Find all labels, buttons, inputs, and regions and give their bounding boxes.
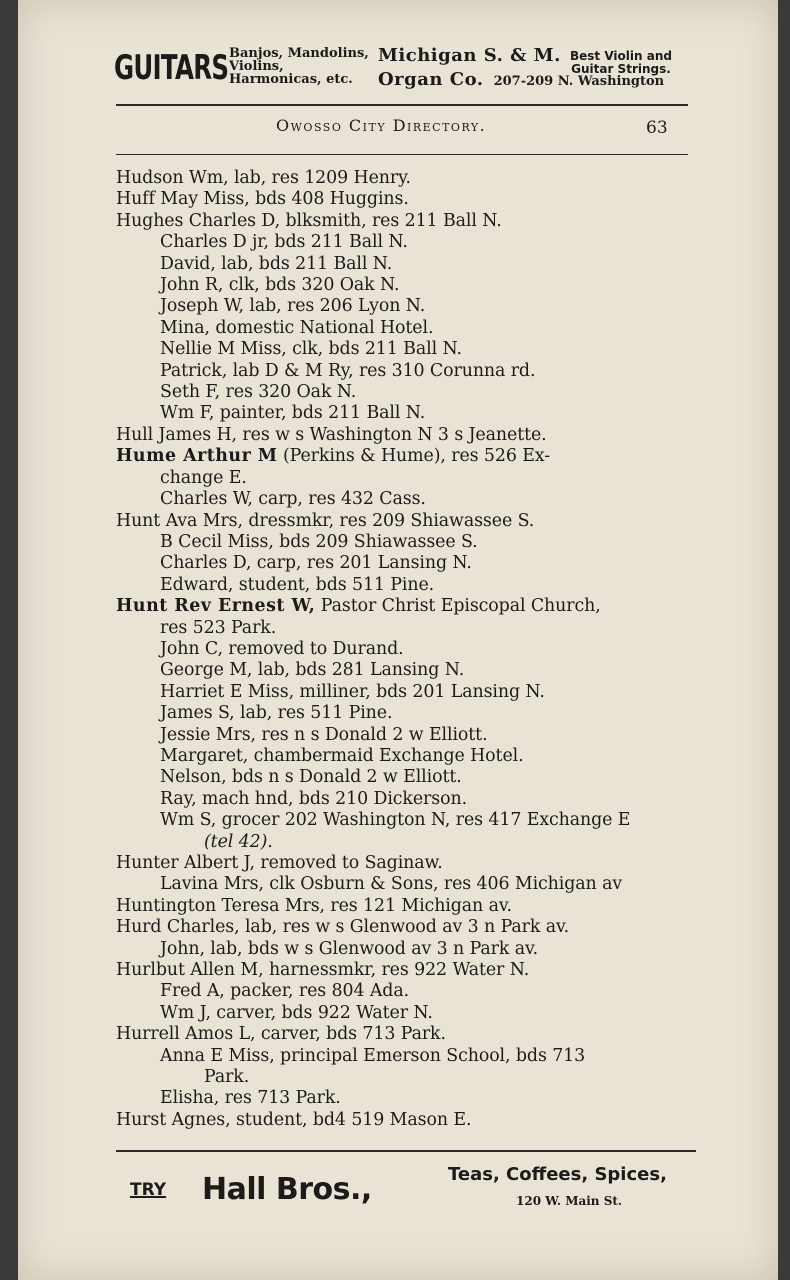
directory-entry [116, 1046, 706, 1067]
header-rule [116, 104, 688, 106]
entry-text: res 523 Park. [160, 617, 277, 638]
directory-entry [116, 703, 706, 724]
directory-page [18, 0, 778, 1280]
entry-text: John, lab, bds w s Glenwood av 3 n Park av. [160, 938, 539, 959]
directory-entry [116, 211, 706, 232]
entry-text: (tel 42). [204, 831, 273, 852]
directory-entry [116, 896, 706, 917]
directory-entry [116, 1067, 706, 1088]
entry-text: (Perkins & Hume), res 526 Ex- [277, 446, 550, 467]
directory-entry [116, 232, 706, 253]
instrument-line: Banjos, Mandolins, [229, 46, 369, 61]
directory-entry [116, 189, 706, 210]
entry-text: Charles D jr, bds 211 Ball N. [160, 232, 408, 253]
directory-entry [116, 254, 706, 275]
entry-text: Anna E Miss, principal Emerson School, bds 713 [160, 1045, 586, 1066]
violin-line: Guitar Strings. [571, 62, 671, 76]
entry-text: Hurrell Amos L, carver, bds 713 Park. [116, 1024, 446, 1045]
entry-text: John C, removed to Durand. [160, 638, 404, 659]
footer-address: 120 W. Main St. [516, 1194, 623, 1208]
running-head: Owosso City Directory. [276, 116, 487, 135]
directory-entry [116, 425, 706, 446]
directory-entry [116, 275, 706, 296]
footer-advertisement [130, 1160, 710, 1220]
hall-bros-name: Hall Bros., [202, 1172, 372, 1207]
entry-text: Charles D, carp, res 201 Lansing N. [160, 553, 472, 574]
entry-bold-name: Hunt Rev Ernest W, [116, 596, 316, 617]
entry-text: Hughes Charles D, blksmith, res 211 Ball N. [116, 210, 502, 231]
directory-entry [116, 382, 706, 403]
entry-text: Wm J, carver, bds 922 Water N. [160, 1002, 433, 1023]
entry-text: Hunt Ava Mrs, dressmkr, res 209 Shiawassee S. [116, 510, 535, 531]
page-number: 63 [646, 118, 668, 138]
entry-text: Hunter Albert J, removed to Saginaw. [116, 853, 443, 873]
entry-text: Mina, domestic National Hotel. [160, 317, 434, 338]
entry-text: Nellie M Miss, clk, bds 211 Ball N. [160, 339, 462, 360]
entry-text: John R, clk, bds 320 Oak N. [160, 275, 400, 296]
entry-text: George M, lab, bds 281 Lansing N. [160, 660, 465, 681]
company-line-1: Michigan S. & M. [378, 45, 561, 66]
directory-entry [116, 468, 706, 489]
entry-text: Joseph W, lab, res 206 Lyon N. [160, 296, 426, 317]
entry-text: Hull James H, res w s Washington N 3 s Jeanette. [116, 424, 547, 445]
entry-text: Seth F, res 320 Oak N. [160, 382, 357, 403]
directory-entry [116, 682, 706, 703]
directory-entry [116, 639, 706, 660]
guitars-ad-word: GUITARS [114, 48, 229, 88]
instruments-list [229, 47, 369, 86]
directory-entry [116, 618, 706, 639]
entry-text: David, lab, bds 211 Ball N. [160, 253, 393, 274]
company-line-2: Organ Co. [378, 69, 484, 90]
company-address: 207-209 N. Washington [493, 74, 665, 89]
entry-text: Wm F, painter, bds 211 Ball N. [160, 403, 426, 424]
directory-entry [116, 168, 706, 189]
violin-strings-ad [570, 50, 672, 76]
running-head-rule [116, 154, 688, 155]
directory-entry [116, 789, 706, 810]
directory-entry [116, 1003, 706, 1024]
directory-entry [116, 917, 706, 938]
entry-text: Nelson, bds n s Donald 2 w Elliott. [160, 767, 462, 788]
instrument-line: Harmonicas, etc. [229, 72, 353, 87]
entry-text: Huff May Miss, bds 408 Huggins. [116, 189, 409, 210]
directory-entry [116, 511, 706, 532]
products-text: Teas, Coffees, Spices, [448, 1164, 667, 1185]
directory-entry [116, 725, 706, 746]
violin-line: Best Violin and [570, 49, 672, 63]
entry-text: Charles W, carp, res 432 Cass. [160, 489, 426, 510]
directory-entry [116, 832, 706, 853]
entry-text: Pastor Christ Episcopal Church, [315, 596, 601, 617]
entry-text: James S, lab, res 511 Pine. [160, 703, 393, 724]
directory-entry [116, 810, 706, 831]
directory-entry [116, 746, 706, 767]
entry-text: Hurd Charles, lab, res w s Glenwood av 3 n Park av. [116, 917, 570, 938]
entry-text: Patrick, lab D & M Ry, res 310 Corunna rd. [160, 360, 536, 381]
directory-entry [116, 874, 706, 895]
directory-entry [116, 403, 706, 424]
directory-entry [116, 489, 706, 510]
directory-entry [116, 981, 706, 1002]
entry-text: Wm S, grocer 202 Washington N, res 417 Exchange E [160, 810, 631, 831]
header-advertisement [114, 40, 714, 100]
entry-text: change E. [160, 467, 247, 488]
directory-entry [116, 318, 706, 339]
directory-listing [116, 168, 706, 1131]
entry-bold-name: Hume Arthur M [116, 446, 278, 467]
entry-text: B Cecil Miss, bds 209 Shiawassee S. [160, 531, 478, 552]
entry-text: Lavina Mrs, clk Osburn & Sons, res 406 Michigan av [160, 874, 623, 895]
entry-text: Hurst Agnes, student, bd4 519 Mason E. [116, 1109, 472, 1130]
directory-entry [116, 767, 706, 788]
entry-text: Park. [204, 1067, 250, 1088]
entry-text: Jessie Mrs, res n s Donald 2 w Elliott. [160, 724, 488, 745]
entry-text: Ray, mach hnd, bds 210 Dickerson. [160, 788, 467, 809]
entry-text: Hudson Wm, lab, res 1209 Henry. [116, 168, 411, 188]
entry-text: Hurlbut Allen M, harnessmkr, res 922 Water N. [116, 960, 530, 981]
instrument-line: Violins, [229, 59, 284, 74]
directory-entry [116, 1088, 706, 1109]
entry-text: Harriet E Miss, milliner, bds 201 Lansing N. [160, 681, 545, 702]
entry-text: Edward, student, bds 511 Pine. [160, 574, 435, 595]
directory-entry [116, 339, 706, 360]
directory-entry [116, 553, 706, 574]
directory-entry [116, 532, 706, 553]
entry-text: Margaret, chambermaid Exchange Hotel. [160, 745, 524, 766]
directory-entry [116, 361, 706, 382]
directory-entry [116, 1024, 706, 1045]
directory-entry [116, 575, 706, 596]
directory-entry [116, 939, 706, 960]
try-word: TRY [130, 1180, 167, 1200]
directory-entry [116, 596, 706, 617]
directory-entry [116, 296, 706, 317]
entry-text: Elisha, res 713 Park. [160, 1088, 341, 1109]
directory-entry [116, 660, 706, 681]
entry-text: Huntington Teresa Mrs, res 121 Michigan av. [116, 895, 512, 916]
directory-entry [116, 1110, 706, 1131]
directory-entry [116, 853, 706, 874]
entry-text: Fred A, packer, res 804 Ada. [160, 981, 410, 1002]
directory-entry [116, 446, 706, 467]
footer-rule [116, 1150, 696, 1152]
directory-entry [116, 960, 706, 981]
